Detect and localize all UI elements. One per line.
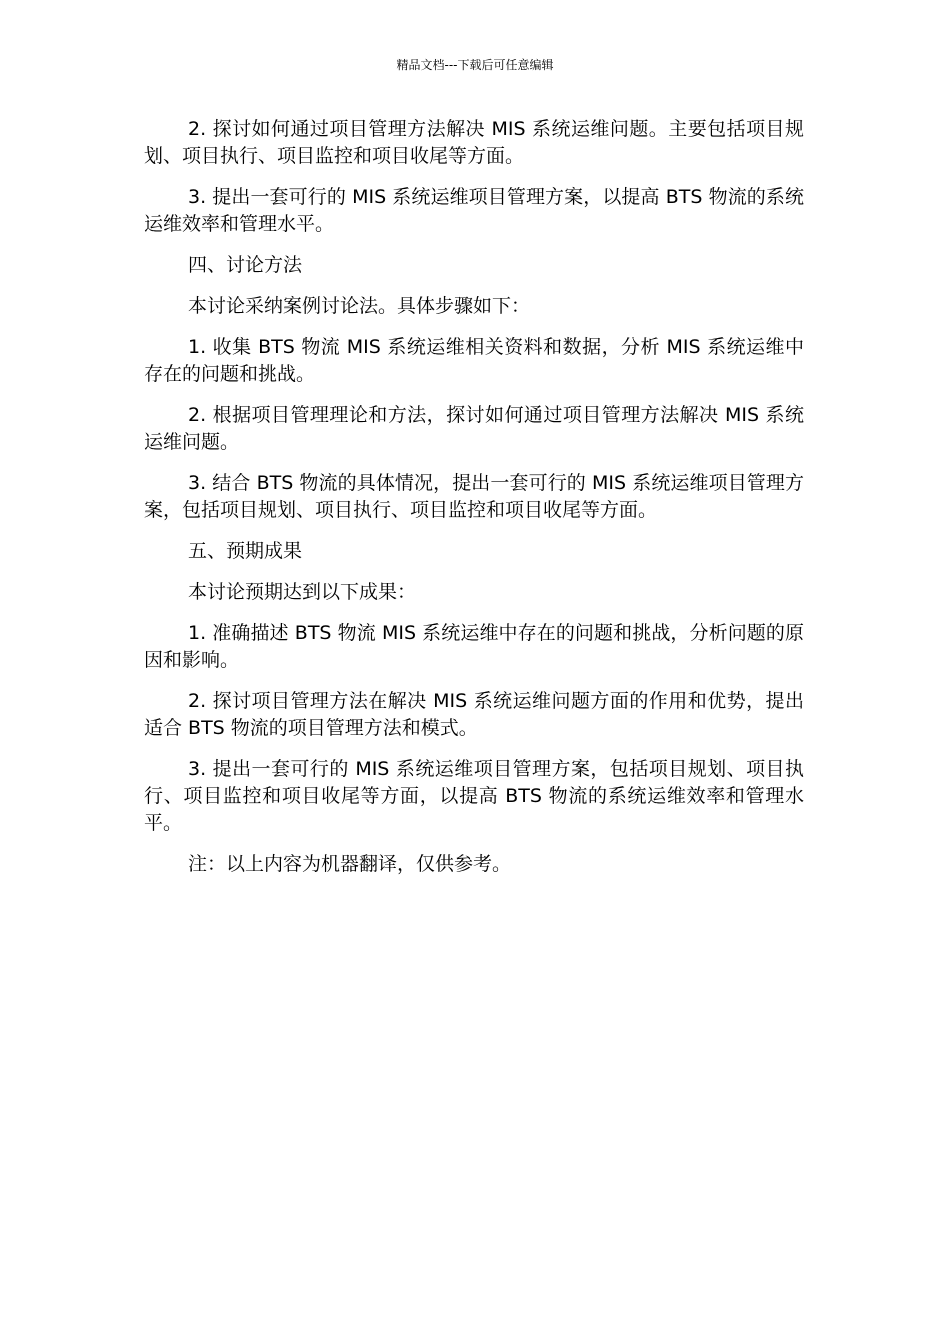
paragraph-method-step-2: 2. 根据项目管理理论和方法，探讨如何通过项目管理方法解决 MIS 系统运维问题。 — [144, 404, 804, 453]
paragraph-method-step-1: 1. 收集 BTS 物流 MIS 系统运维相关资料和数据，分析 MIS 系统运维中存在的问题和挑战。 — [144, 336, 804, 385]
paragraph-outcomes-intro: 本讨论预期达到以下成果： — [188, 581, 417, 603]
paragraph-note: 注：以上内容为机器翻译，仅供参考。 — [188, 853, 512, 875]
paragraph-methods-intro: 本讨论采纳案例讨论法。具体步骤如下： — [188, 295, 531, 317]
section-heading-outcomes: 五、预期成果 — [188, 540, 303, 562]
paragraph-outcome-3: 3. 提出一套可行的 MIS 系统运维项目管理方案，包括项目规划、项目执行、项目监控和项目收尾等方面，以提高 BTS 物流的系统运维效率和管理水平。 — [144, 758, 804, 834]
paragraph-goal-2: 2. 探讨如何通过项目管理方法解决 MIS 系统运维问题。主要包括项目规划、项目执行、项目监控和项目收尾等方面。 — [144, 118, 804, 167]
paragraph-outcome-2: 2. 探讨项目管理方法在解决 MIS 系统运维问题方面的作用和优势，提出适合 BTS 物流的项目管理方法和模式。 — [144, 690, 804, 739]
page-header: 精品文档---下载后可任意编辑 — [396, 58, 554, 72]
section-heading-methods: 四、讨论方法 — [188, 254, 303, 276]
document-body — [144, 116, 804, 892]
paragraph-goal-3: 3. 提出一套可行的 MIS 系统运维项目管理方案，以提高 BTS 物流的系统运维效率和管理水平。 — [144, 186, 804, 235]
paragraph-method-step-3: 3. 结合 BTS 物流的具体情况，提出一套可行的 MIS 系统运维项目管理方案，包括项目规划、项目执行、项目监控和项目收尾等方面。 — [144, 472, 804, 521]
paragraph-outcome-1: 1. 准确描述 BTS 物流 MIS 系统运维中存在的问题和挑战，分析问题的原因和影响。 — [144, 622, 804, 671]
